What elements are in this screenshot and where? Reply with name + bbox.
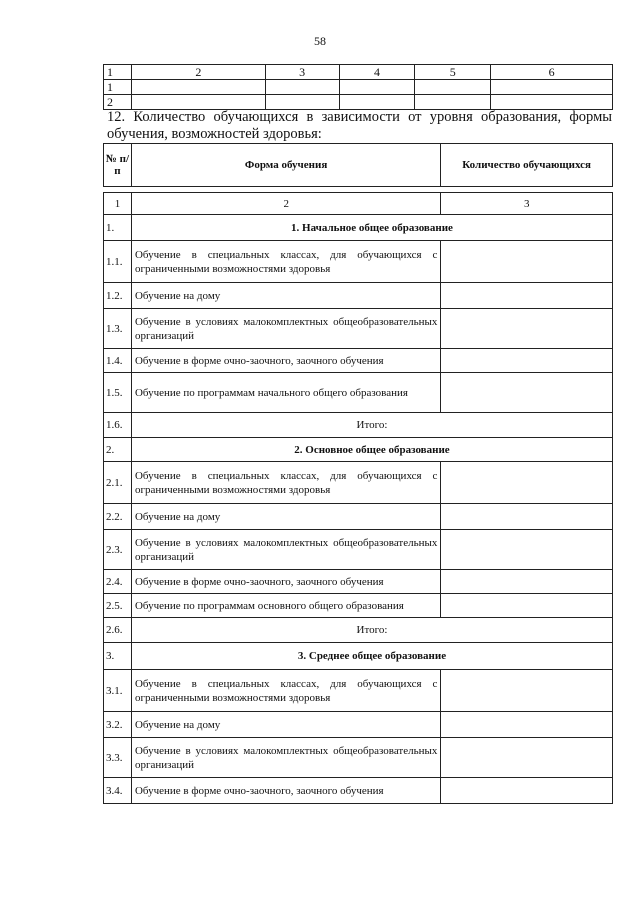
column-header-num: № п/п [104, 144, 132, 187]
total-num: 1.6. [104, 413, 132, 438]
table-row [104, 570, 613, 594]
section-title: 3. Среднее общее образование [131, 643, 612, 670]
row-num: 2.2. [104, 504, 132, 530]
row-form: Обучение в условиях малокомплектных общеобразовательных организаций [131, 530, 440, 570]
table-cell [415, 95, 491, 110]
table-row [104, 283, 613, 309]
row-num: 1.2. [104, 283, 132, 309]
row-num: 2.3. [104, 530, 132, 570]
row-num: 3.1. [104, 670, 132, 712]
total-label: Итого: [131, 618, 612, 643]
row-num: 2.4. [104, 570, 132, 594]
page-number: 58 [314, 34, 326, 48]
row-form: Обучение в специальных классах, для обучающихся с ограниченными возможностями здоровья [131, 241, 440, 283]
total-num: 2.6. [104, 618, 132, 643]
table-cell: 1 [104, 65, 132, 80]
table-cell: 3 [441, 193, 613, 215]
section-num: 1. [104, 215, 132, 241]
section-row [104, 643, 613, 670]
table-row [104, 241, 613, 283]
table-row [104, 80, 613, 95]
table-row [104, 95, 613, 110]
table-row [104, 462, 613, 504]
row-num: 1.1. [104, 241, 132, 283]
section-num: 2. [104, 438, 132, 462]
row-count [441, 530, 613, 570]
section-num: 3. [104, 643, 132, 670]
row-num: 2.5. [104, 594, 132, 618]
row-count [441, 462, 613, 504]
table-cell [131, 80, 265, 95]
row-count [441, 670, 613, 712]
section-heading: 12. Количество обучающихся в зависимости от уровня образования, формы обучения, возможностей здоровья: [107, 109, 612, 142]
table-cell: 5 [415, 65, 491, 80]
row-form: Обучение на дому [131, 504, 440, 530]
row-num: 1.5. [104, 373, 132, 413]
table-row [104, 309, 613, 349]
row-count [441, 594, 613, 618]
row-num: 1.3. [104, 309, 132, 349]
row-count [441, 570, 613, 594]
row-num: 1.4. [104, 349, 132, 373]
row-form: Обучение в специальных классах, для обучающихся с ограниченными возможностями здоровья [131, 462, 440, 504]
section-title: 1. Начальное общее образование [131, 215, 612, 241]
table-row [104, 504, 613, 530]
row-num: 3.3. [104, 738, 132, 778]
column-header-count: Количество обучающихся [441, 144, 613, 187]
table-cell [265, 80, 339, 95]
row-form: Обучение в специальных классах, для обучающихся с ограниченными возможностями здоровья [131, 670, 440, 712]
table-row [104, 712, 613, 738]
row-count [441, 738, 613, 778]
students-table [103, 192, 613, 804]
total-row [104, 618, 613, 643]
table-cell: 1 [104, 193, 132, 215]
section-title: 2. Основное общее образование [131, 438, 612, 462]
section-row [104, 215, 613, 241]
table-cell: 2 [131, 193, 440, 215]
table-cell [339, 95, 415, 110]
table-cell: 2 [131, 65, 265, 80]
row-form: Обучение на дому [131, 283, 440, 309]
table-row [104, 349, 613, 373]
row-count [441, 349, 613, 373]
row-form: Обучение в форме очно-заочного, заочного обучения [131, 778, 440, 804]
row-count [441, 778, 613, 804]
row-count [441, 241, 613, 283]
row-form: Обучение по программам начального общего образования [131, 373, 440, 413]
table-row [104, 594, 613, 618]
table-row [104, 670, 613, 712]
table-cell [415, 80, 491, 95]
row-num: 3.2. [104, 712, 132, 738]
table-cell [265, 95, 339, 110]
table-row [104, 530, 613, 570]
table-cell: 2 [104, 95, 132, 110]
row-form: Обучение в форме очно-заочного, заочного обучения [131, 570, 440, 594]
row-count [441, 504, 613, 530]
row-form: Обучение в условиях малокомплектных общеобразовательных организаций [131, 738, 440, 778]
table-cell: 3 [265, 65, 339, 80]
table-row [104, 778, 613, 804]
table-cell [131, 95, 265, 110]
table-cell [491, 95, 613, 110]
table-cell: 4 [339, 65, 415, 80]
column-numbers-row [104, 193, 613, 215]
row-count [441, 373, 613, 413]
total-row [104, 413, 613, 438]
table-header [103, 143, 613, 187]
continuation-table [103, 64, 613, 110]
row-form: Обучение по программам основного общего образования [131, 594, 440, 618]
row-count [441, 309, 613, 349]
row-num: 2.1. [104, 462, 132, 504]
table-row [104, 738, 613, 778]
table-cell [491, 80, 613, 95]
row-form: Обучение в условиях малокомплектных общеобразовательных организаций [131, 309, 440, 349]
column-header-form: Форма обучения [131, 144, 440, 187]
row-num: 3.4. [104, 778, 132, 804]
total-label: Итого: [131, 413, 612, 438]
table-cell [339, 80, 415, 95]
row-form: Обучение в форме очно-заочного, заочного обучения [131, 349, 440, 373]
row-count [441, 283, 613, 309]
table-cell: 6 [491, 65, 613, 80]
section-row [104, 438, 613, 462]
table-row [104, 373, 613, 413]
row-count [441, 712, 613, 738]
table-cell: 1 [104, 80, 132, 95]
row-form: Обучение на дому [131, 712, 440, 738]
table-row [104, 65, 613, 80]
